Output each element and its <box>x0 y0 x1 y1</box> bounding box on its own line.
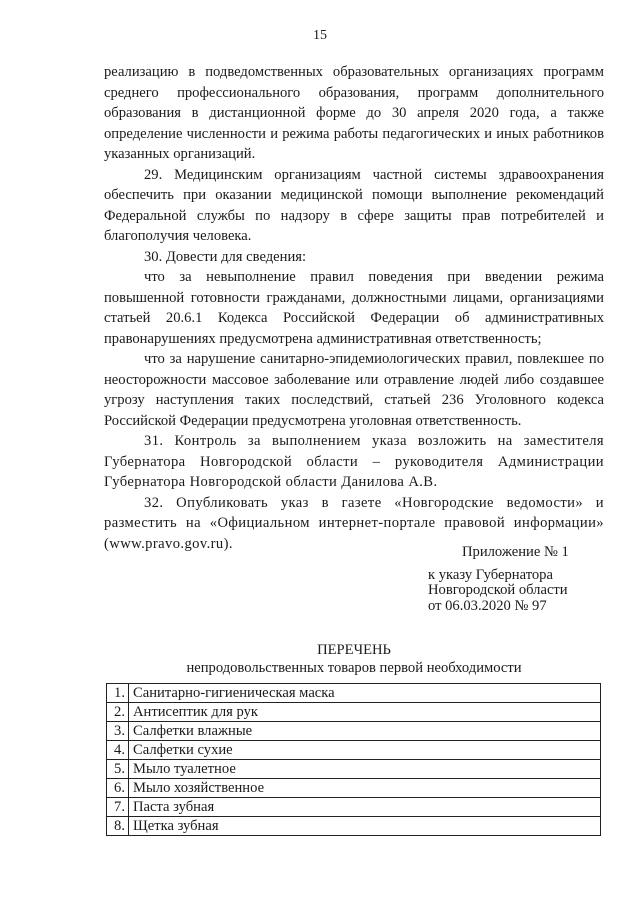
annex-header <box>428 545 618 614</box>
item-name: Мыло туалетное <box>129 760 601 779</box>
table-row <box>107 684 601 703</box>
paragraph-29: 29. Медицинским организациям частной системы здравоохранения обеспечить при оказании медицинской помощи выполнение рекомендаций Федеральной службы по надзору в сфере защиты прав потребителей и благополучия человека. <box>104 166 604 244</box>
annex-line: от 06.03.2020 № 97 <box>428 597 547 614</box>
table-row <box>107 741 601 760</box>
row-number: 4. <box>107 741 129 760</box>
document-body <box>104 62 604 554</box>
paragraph-32: 32. Опубликовать указ в газете «Новгородские ведомости» и разместить на «Официальном интернет-портале правовой информации» (www.pravo.gov.ru). <box>104 494 604 552</box>
row-number: 6. <box>107 779 129 798</box>
table-row <box>107 703 601 722</box>
table-row <box>107 779 601 798</box>
table-row <box>107 722 601 741</box>
goods-table <box>106 683 601 836</box>
item-name: Паста зубная <box>129 798 601 817</box>
paragraph-30-administrative: что за невыполнение правил поведения при введении режима повышенной готовности гражданами, должностными лицами, организациями статьей 20.6.1 Кодекса Российской Федерации об административных правонарушениях предусмотрена административная ответственность; <box>104 269 604 347</box>
paragraph-30: 30. Довести для сведения: <box>144 248 307 265</box>
paragraph-30-criminal: что за нарушение санитарно-эпидемиологических правил, повлекшее по неосторожности массовое заболевание или отравление людей либо создавшее угрозу наступления таких последствий, статьей 236 Уголовного кодекса Российской Федерации предусмотрена уголовная ответственность. <box>104 351 604 429</box>
table-row <box>107 798 601 817</box>
item-name: Щетка зубная <box>129 817 601 836</box>
row-number: 3. <box>107 722 129 741</box>
item-name: Санитарно-гигиеническая маска <box>129 684 601 703</box>
row-number: 7. <box>107 798 129 817</box>
paragraph-31: 31. Контроль за выполнением указа возложить на заместителя Губернатора Новгородской области – руководителя Администрации Губернатора Новгородской области Данилова А.В. <box>104 433 604 490</box>
paragraph-continuation: реализацию в подведомственных образовательных организациях программ среднего профессионального образования, программ дополнительного образования в дистанционной форме до 30 апреля 2020 года, а также определение численности и режима работы педагогических и иных работников указанных организаций. <box>104 64 604 162</box>
row-number: 5. <box>107 760 129 779</box>
row-number: 8. <box>107 817 129 836</box>
page-number: 15 <box>313 28 327 43</box>
annex-line: Новгородской области <box>428 582 568 598</box>
list-title: ПЕРЕЧЕНЬ <box>317 642 391 658</box>
annex-title: Приложение № 1 <box>462 544 569 560</box>
row-number: 1. <box>107 684 129 703</box>
item-name: Антисептик для рук <box>129 703 601 722</box>
table-row <box>107 760 601 779</box>
item-name: Салфетки влажные <box>129 722 601 741</box>
annex-line: к указу Губернатора <box>428 566 553 583</box>
table-row <box>107 817 601 836</box>
list-subtitle: непродовольственных товаров первой необходимости <box>186 660 522 676</box>
item-name: Мыло хозяйственное <box>129 779 601 798</box>
item-name: Салфетки сухие <box>129 741 601 760</box>
row-number: 2. <box>107 703 129 722</box>
